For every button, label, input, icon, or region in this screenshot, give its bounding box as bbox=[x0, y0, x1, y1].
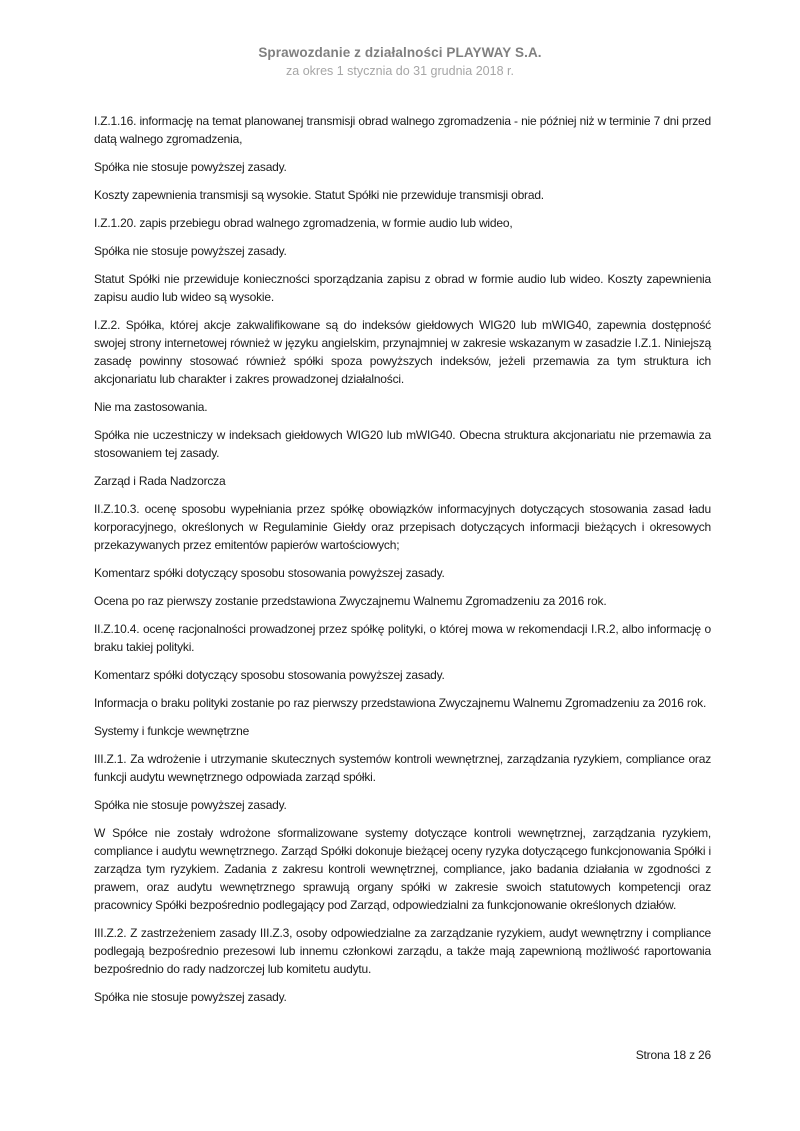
paragraph: Systemy i funkcje wewnętrzne bbox=[94, 724, 250, 738]
paragraph: W Spółce nie zostały wdrożone sformalizowane systemy dotyczące kontroli wewnętrznej, zarządzania ryzykiem, compliance i audytu wewnętrznego. Zarząd Spółki dokonuje bieżącej oceny ryzyka dotyczącego funkcjonowania Spółki i zarządza tym ryzykiem. Zadania z zakresu kontroli wewnętrznej, compliance, jako badania działania w zgodności z prawem, oraz audytu wewnętrznego sprawują organy spółki w zakresie swoich statutowych kompetencji oraz pracownicy Spółki bezpośrednio podlegający pod Zarząd, odpowiedzialni za funkcjonowanie określonych działów. bbox=[94, 826, 711, 912]
paragraph: III.Z.2. Z zastrzeżeniem zasady III.Z.3, osoby odpowiedzialne za zarządzanie ryzykiem, audyt wewnętrzny i compliance podlegają bezpośrednio prezesowi lub innemu członkowi zarządu, a także mają zapewnioną możliwość raportowania bezpośrednio do rady nadzorczej lub komitetu audytu. bbox=[94, 926, 711, 976]
paragraph: II.Z.10.4. ocenę racjonalności prowadzonej przez spółkę polityki, o której mowa w rekomendacji I.R.2, albo informację o braku takiej polityki. bbox=[94, 622, 711, 654]
paragraph: Komentarz spółki dotyczący sposobu stosowania powyższej zasady. bbox=[94, 668, 445, 682]
paragraph: I.Z.1.16. informację na temat planowanej transmisji obrad walnego zgromadzenia - nie później niż w terminie 7 dni przed datą walnego zgromadzenia, bbox=[94, 114, 711, 146]
document-header bbox=[0, 0, 800, 80]
paragraph: II.Z.10.3. ocenę sposobu wypełniania przez spółkę obowiązków informacyjnych dotyczących stosowania zasad ładu korporacyjnego, określonych w Regulaminie Giełdy oraz przepisach dotyczących informacji bieżących i okresowych przekazywanych przez emitentów papierów wartościowych; bbox=[94, 502, 711, 552]
page-number: Strona 18 z 26 bbox=[635, 1048, 711, 1062]
paragraph: Informacja o braku polityki zostanie po raz pierwszy przedstawiona Zwyczajnemu Walnemu Zgromadzeniu za 2016 rok. bbox=[94, 696, 707, 710]
paragraph: Komentarz spółki dotyczący sposobu stosowania powyższej zasady. bbox=[94, 566, 445, 580]
paragraph: Statut Spółki nie przewiduje konieczności sporządzania zapisu z obrad w formie audio lub wideo. Koszty zapewnienia zapisu audio lub wideo są wysokie. bbox=[94, 272, 711, 304]
paragraph: Spółka nie stosuje powyższej zasady. bbox=[94, 244, 287, 258]
document-subtitle: za okres 1 stycznia do 31 grudnia 2018 r. bbox=[286, 64, 514, 79]
paragraph: Spółka nie stosuje powyższej zasady. bbox=[94, 160, 287, 174]
paragraph: III.Z.1. Za wdrożenie i utrzymanie skutecznych systemów kontroli wewnętrznej, zarządzania ryzykiem, compliance oraz funkcji audytu wewnętrznego odpowiada zarząd spółki. bbox=[94, 752, 711, 784]
paragraph: Spółka nie stosuje powyższej zasady. bbox=[94, 990, 287, 1004]
document-title: Sprawozdanie z działalności PLAYWAY S.A. bbox=[258, 45, 542, 60]
paragraph: Koszty zapewnienia transmisji są wysokie. Statut Spółki nie przewiduje transmisji obrad. bbox=[94, 188, 544, 202]
paragraph: Ocena po raz pierwszy zostanie przedstawiona Zwyczajnemu Walnemu Zgromadzeniu za 2016 rok. bbox=[94, 594, 607, 608]
paragraph: Spółka nie stosuje powyższej zasady. bbox=[94, 798, 287, 812]
paragraph: I.Z.2. Spółka, której akcje zakwalifikowane są do indeksów giełdowych WIG20 lub mWIG40, zapewnia dostępność swojej strony internetowej również w języku angielskim, przynajmniej w zakresie wskazanym w zasadzie I.Z.1. Niniejszą zasadę powinny stosować również spółki spoza powyższych indeksów, jeżeli przemawia za tym struktura ich akcjonariatu lub charakter i zakres prowadzonej działalności. bbox=[94, 318, 711, 386]
paragraph: Spółka nie uczestniczy w indeksach giełdowych WIG20 lub mWIG40. Obecna struktura akcjonariatu nie przemawia za stosowaniem tej zasady. bbox=[94, 428, 711, 460]
document-body bbox=[94, 112, 711, 1016]
paragraph: Nie ma zastosowania. bbox=[94, 400, 208, 414]
paragraph: Zarząd i Rada Nadzorcza bbox=[94, 474, 226, 488]
page-footer bbox=[94, 1048, 711, 1062]
paragraph: I.Z.1.20. zapis przebiegu obrad walnego zgromadzenia, w formie audio lub wideo, bbox=[94, 216, 513, 230]
